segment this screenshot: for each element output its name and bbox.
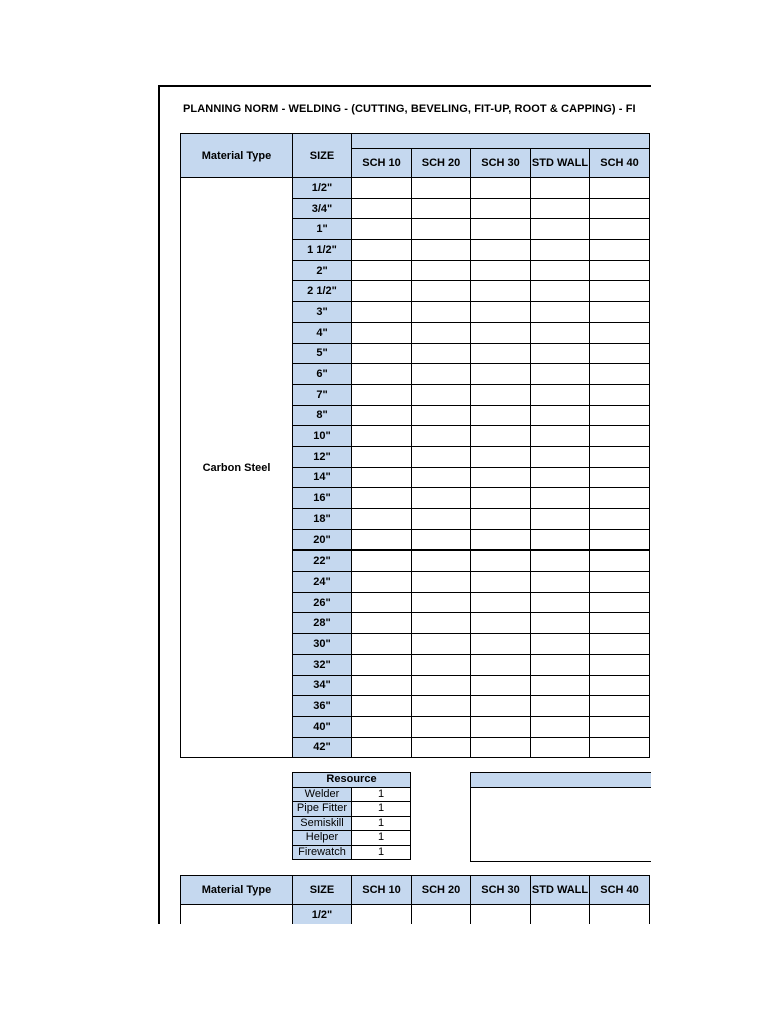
- data-cell[interactable]: [471, 364, 531, 385]
- data-cell[interactable]: [471, 737, 531, 758]
- data-cell[interactable]: [531, 737, 590, 758]
- data-cell[interactable]: [531, 322, 590, 343]
- data-cell[interactable]: [471, 654, 531, 675]
- data-cell[interactable]: [412, 178, 471, 199]
- size-cell: 28": [293, 613, 352, 634]
- data-cell[interactable]: [590, 446, 650, 467]
- data-cell[interactable]: [471, 550, 531, 571]
- data-cell[interactable]: [590, 198, 650, 219]
- data-cell[interactable]: [471, 281, 531, 302]
- data-cell[interactable]: [590, 240, 650, 261]
- data-cell[interactable]: [471, 405, 531, 426]
- data-cell[interactable]: [352, 198, 412, 219]
- size-cell: 3/4": [293, 198, 352, 219]
- size-cell: 26": [293, 592, 352, 613]
- data-cell[interactable]: [531, 405, 590, 426]
- data-cell[interactable]: [590, 905, 650, 925]
- resource-row: [293, 845, 411, 860]
- size-cell: 34": [293, 675, 352, 696]
- data-cell[interactable]: [352, 240, 412, 261]
- data-cell[interactable]: [531, 509, 590, 530]
- size-cell: 32": [293, 654, 352, 675]
- data-cell[interactable]: [412, 322, 471, 343]
- data-cell[interactable]: [352, 322, 412, 343]
- data-cell[interactable]: [412, 654, 471, 675]
- notes-box: [470, 772, 651, 862]
- data-cell[interactable]: [590, 467, 650, 488]
- data-cell[interactable]: [412, 343, 471, 364]
- header-material-type: Material Type: [181, 134, 293, 178]
- header-size: SIZE: [293, 876, 352, 905]
- data-cell[interactable]: [412, 405, 471, 426]
- size-cell: 8": [293, 405, 352, 426]
- data-cell[interactable]: [531, 219, 590, 240]
- data-cell[interactable]: [471, 592, 531, 613]
- data-cell[interactable]: [412, 716, 471, 737]
- data-cell[interactable]: [412, 550, 471, 571]
- data-cell[interactable]: [531, 446, 590, 467]
- document-title: PLANNING NORM - WELDING - (CUTTING, BEVELING, FIT-UP, ROOT & CAPPING) - FI: [183, 103, 636, 115]
- data-cell[interactable]: [531, 302, 590, 323]
- data-cell[interactable]: [531, 488, 590, 509]
- size-cell: 5": [293, 343, 352, 364]
- header-std-wall: STD WALL: [531, 149, 590, 178]
- data-cell[interactable]: [471, 240, 531, 261]
- data-cell[interactable]: [531, 384, 590, 405]
- data-cell[interactable]: [412, 467, 471, 488]
- size-cell: 12": [293, 446, 352, 467]
- data-cell[interactable]: [352, 696, 412, 717]
- header-sch20: SCH 20: [412, 149, 471, 178]
- data-cell[interactable]: [590, 364, 650, 385]
- data-cell[interactable]: [412, 488, 471, 509]
- spreadsheet-page: [158, 86, 651, 924]
- table-body: [181, 178, 650, 758]
- data-cell[interactable]: [352, 384, 412, 405]
- data-cell[interactable]: [471, 322, 531, 343]
- size-cell: 40": [293, 716, 352, 737]
- header-sch30: SCH 30: [471, 149, 531, 178]
- data-cell[interactable]: [352, 405, 412, 426]
- data-cell[interactable]: [531, 281, 590, 302]
- welding-norm-table-2: [180, 875, 650, 924]
- data-cell[interactable]: [412, 384, 471, 405]
- data-cell[interactable]: [471, 716, 531, 737]
- data-cell[interactable]: [590, 716, 650, 737]
- resource-value[interactable]: 1: [352, 787, 411, 802]
- data-cell[interactable]: [590, 737, 650, 758]
- data-cell[interactable]: [352, 260, 412, 281]
- data-cell[interactable]: [590, 343, 650, 364]
- size-cell: 42": [293, 737, 352, 758]
- resource-row: [293, 831, 411, 846]
- data-cell[interactable]: [531, 905, 590, 925]
- size-cell: 20": [293, 529, 352, 550]
- size-cell: 7": [293, 384, 352, 405]
- data-cell[interactable]: [471, 675, 531, 696]
- size-cell: 30": [293, 634, 352, 655]
- header-band: [352, 134, 650, 149]
- data-cell[interactable]: [412, 675, 471, 696]
- data-cell[interactable]: [471, 529, 531, 550]
- data-cell[interactable]: [531, 343, 590, 364]
- data-cell[interactable]: [590, 675, 650, 696]
- header-sch30: SCH 30: [471, 876, 531, 905]
- resource-table: [292, 772, 411, 860]
- data-cell[interactable]: [412, 426, 471, 447]
- data-cell[interactable]: [531, 654, 590, 675]
- data-cell[interactable]: [590, 696, 650, 717]
- data-cell[interactable]: [471, 467, 531, 488]
- data-cell[interactable]: [531, 467, 590, 488]
- resource-value[interactable]: 1: [352, 845, 411, 860]
- data-cell[interactable]: [412, 446, 471, 467]
- data-cell[interactable]: [590, 219, 650, 240]
- size-cell: 22": [293, 550, 352, 571]
- data-cell[interactable]: [471, 219, 531, 240]
- data-cell[interactable]: [531, 716, 590, 737]
- data-cell[interactable]: [412, 509, 471, 530]
- data-cell[interactable]: [352, 592, 412, 613]
- data-cell[interactable]: [352, 281, 412, 302]
- data-cell[interactable]: [352, 550, 412, 571]
- data-cell[interactable]: [531, 364, 590, 385]
- data-cell[interactable]: [352, 302, 412, 323]
- data-cell[interactable]: [471, 178, 531, 199]
- data-cell[interactable]: [471, 509, 531, 530]
- data-cell[interactable]: [352, 675, 412, 696]
- size-cell: 14": [293, 467, 352, 488]
- data-cell[interactable]: [352, 613, 412, 634]
- data-cell[interactable]: [352, 634, 412, 655]
- data-cell[interactable]: [412, 364, 471, 385]
- data-cell[interactable]: [352, 716, 412, 737]
- data-cell[interactable]: [412, 905, 471, 925]
- resource-row: [293, 787, 411, 802]
- resource-value[interactable]: 1: [352, 816, 411, 831]
- header-sch40: SCH 40: [590, 149, 650, 178]
- data-cell[interactable]: [590, 634, 650, 655]
- data-cell[interactable]: [412, 219, 471, 240]
- header-material-type: Material Type: [181, 876, 293, 905]
- data-cell[interactable]: [471, 634, 531, 655]
- data-cell[interactable]: [412, 281, 471, 302]
- size-cell: 2 1/2": [293, 281, 352, 302]
- data-cell[interactable]: [471, 446, 531, 467]
- resource-value[interactable]: 1: [352, 802, 411, 817]
- data-cell[interactable]: [412, 240, 471, 261]
- data-cell[interactable]: [590, 572, 650, 593]
- data-cell[interactable]: [412, 529, 471, 550]
- size-cell: 1/2": [293, 178, 352, 199]
- data-cell[interactable]: [352, 572, 412, 593]
- data-cell[interactable]: [471, 613, 531, 634]
- resource-header: Resource: [293, 773, 411, 788]
- data-cell[interactable]: [352, 905, 412, 925]
- data-cell[interactable]: [412, 302, 471, 323]
- data-cell[interactable]: [590, 178, 650, 199]
- data-cell[interactable]: [590, 592, 650, 613]
- data-cell[interactable]: [531, 260, 590, 281]
- data-cell[interactable]: [590, 260, 650, 281]
- material-cell: [181, 905, 293, 925]
- resource-name: Welder: [293, 787, 352, 802]
- data-cell[interactable]: [352, 219, 412, 240]
- data-cell[interactable]: [412, 613, 471, 634]
- data-cell[interactable]: [352, 178, 412, 199]
- data-cell[interactable]: [352, 737, 412, 758]
- data-cell[interactable]: [352, 529, 412, 550]
- resource-value[interactable]: 1: [352, 831, 411, 846]
- data-cell[interactable]: [412, 634, 471, 655]
- data-cell[interactable]: [412, 696, 471, 717]
- resource-name: Helper: [293, 831, 352, 846]
- data-cell[interactable]: [590, 509, 650, 530]
- data-cell[interactable]: [352, 364, 412, 385]
- data-cell[interactable]: [531, 550, 590, 571]
- size-cell: 18": [293, 509, 352, 530]
- size-cell: 1 1/2": [293, 240, 352, 261]
- size-cell: 10": [293, 426, 352, 447]
- data-cell[interactable]: [352, 488, 412, 509]
- data-cell[interactable]: [471, 426, 531, 447]
- size-cell: 6": [293, 364, 352, 385]
- data-cell[interactable]: [590, 281, 650, 302]
- table-row: [181, 178, 650, 199]
- data-cell[interactable]: [531, 572, 590, 593]
- welding-norm-table: [180, 133, 650, 758]
- header-sch40: SCH 40: [590, 876, 650, 905]
- data-cell[interactable]: [471, 488, 531, 509]
- data-cell[interactable]: [471, 260, 531, 281]
- size-cell: 3": [293, 302, 352, 323]
- header-sch20: SCH 20: [412, 876, 471, 905]
- data-cell[interactable]: [412, 260, 471, 281]
- data-cell[interactable]: [531, 592, 590, 613]
- resource-name: Firewatch: [293, 845, 352, 860]
- data-cell[interactable]: [590, 654, 650, 675]
- data-cell[interactable]: [471, 343, 531, 364]
- resource-name: Pipe Fitter: [293, 802, 352, 817]
- data-cell[interactable]: [412, 592, 471, 613]
- data-cell[interactable]: [590, 613, 650, 634]
- data-cell[interactable]: [531, 178, 590, 199]
- header-size: SIZE: [293, 134, 352, 178]
- data-cell[interactable]: [471, 198, 531, 219]
- data-cell[interactable]: [590, 426, 650, 447]
- header-sch10: SCH 10: [352, 149, 412, 178]
- data-cell[interactable]: [590, 550, 650, 571]
- notes-box-header: [471, 773, 651, 788]
- data-cell[interactable]: [352, 426, 412, 447]
- resource-row: [293, 816, 411, 831]
- material-type-cell: Carbon Steel: [181, 178, 293, 758]
- data-cell[interactable]: [352, 446, 412, 467]
- data-cell[interactable]: [590, 322, 650, 343]
- data-cell[interactable]: [590, 488, 650, 509]
- data-cell[interactable]: [531, 240, 590, 261]
- data-cell[interactable]: [590, 384, 650, 405]
- header-sch10: SCH 10: [352, 876, 412, 905]
- data-cell[interactable]: [471, 572, 531, 593]
- data-cell[interactable]: [471, 905, 531, 925]
- data-cell[interactable]: [352, 343, 412, 364]
- header-std-wall: STD WALL: [531, 876, 590, 905]
- data-cell[interactable]: [531, 198, 590, 219]
- data-cell[interactable]: [352, 509, 412, 530]
- data-cell[interactable]: [590, 302, 650, 323]
- data-cell[interactable]: [471, 302, 531, 323]
- size-cell: 36": [293, 696, 352, 717]
- resource-name: Semiskill: [293, 816, 352, 831]
- size-cell: 2": [293, 260, 352, 281]
- resource-row: [293, 802, 411, 817]
- data-cell[interactable]: [531, 675, 590, 696]
- data-cell[interactable]: [471, 384, 531, 405]
- data-cell[interactable]: [590, 405, 650, 426]
- data-cell[interactable]: [352, 467, 412, 488]
- size-cell: 1": [293, 219, 352, 240]
- size-cell: 16": [293, 488, 352, 509]
- data-cell[interactable]: [531, 696, 590, 717]
- data-cell[interactable]: [531, 529, 590, 550]
- data-cell[interactable]: [471, 696, 531, 717]
- data-cell[interactable]: [590, 529, 650, 550]
- size-cell: 4": [293, 322, 352, 343]
- data-cell[interactable]: [412, 572, 471, 593]
- data-cell[interactable]: [531, 634, 590, 655]
- size-cell: 24": [293, 572, 352, 593]
- data-cell[interactable]: [531, 426, 590, 447]
- size-cell: 1/2": [293, 905, 352, 925]
- data-cell[interactable]: [412, 737, 471, 758]
- data-cell[interactable]: [531, 613, 590, 634]
- data-cell[interactable]: [412, 198, 471, 219]
- data-cell[interactable]: [352, 654, 412, 675]
